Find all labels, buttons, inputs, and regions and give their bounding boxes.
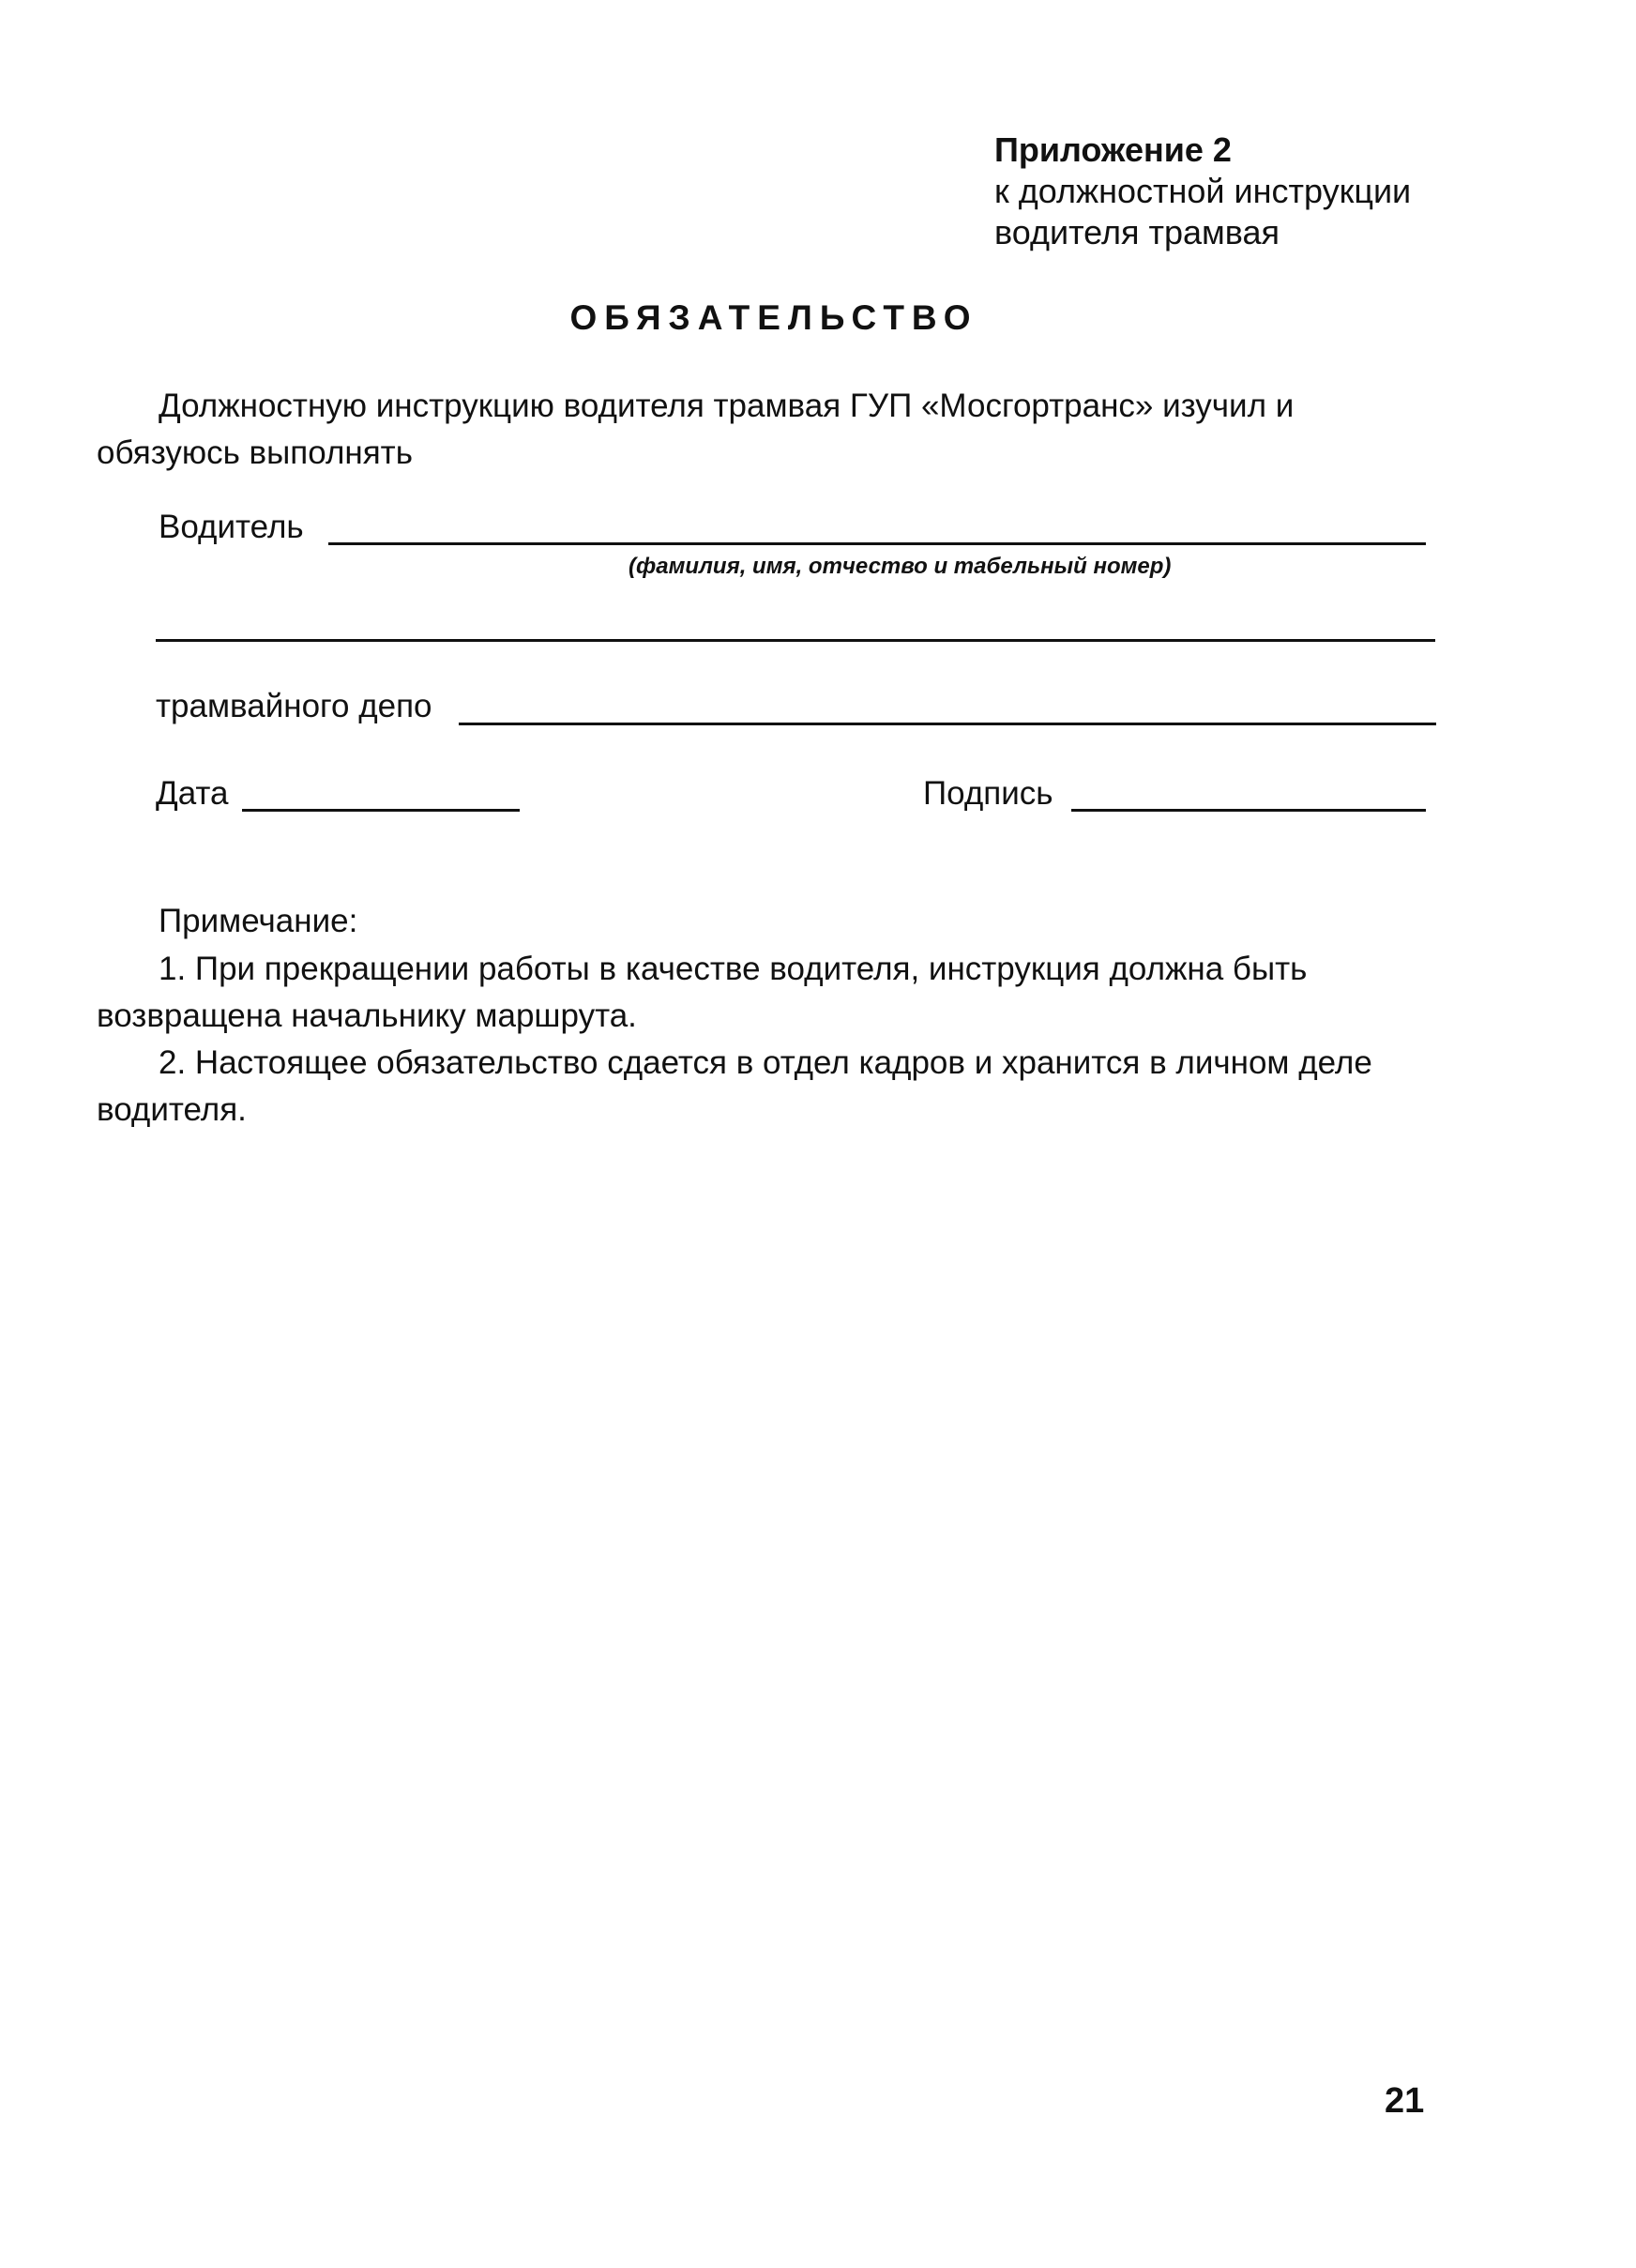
note-item-2: 2. Настоящее обязательство сдается в отдел кадров и хранится в личном деле водителя.: [97, 1044, 1372, 1128]
document-heading: ОБЯЗАТЕЛЬСТВО: [569, 298, 978, 337]
depot-input-line[interactable]: [459, 723, 1436, 725]
page-number: 21: [1385, 2081, 1425, 2121]
driver-continuation-line[interactable]: [156, 639, 1435, 642]
appendix-line-2: водителя трамвая: [994, 213, 1280, 251]
appendix-line-1: к должностной инструкции: [994, 172, 1412, 210]
date-label: Дата: [156, 775, 229, 812]
date-input-line[interactable]: [242, 809, 520, 812]
note-item-1: 1. При прекращении работы в качестве водителя, инструкция должна быть возвращена начальнику маршрута.: [97, 951, 1308, 1034]
signature-label: Подпись: [923, 775, 1053, 812]
note-block: [97, 946, 1438, 1134]
driver-input-line[interactable]: [328, 542, 1426, 545]
appendix-block: [994, 129, 1411, 253]
driver-caption: (фамилия, имя, отчество и табельный номер): [629, 554, 1172, 579]
intro-paragraph: Должностную инструкцию водителя трамвая ГУП «Мосгортранс» изучил и обязуюсь выполнять: [97, 388, 1295, 471]
note-title: Примечание:: [159, 903, 358, 939]
signature-input-line[interactable]: [1071, 809, 1426, 812]
driver-label: Водитель: [159, 509, 304, 545]
depot-label: трамвайного депо: [156, 688, 432, 724]
appendix-title: Приложение 2: [994, 130, 1232, 169]
